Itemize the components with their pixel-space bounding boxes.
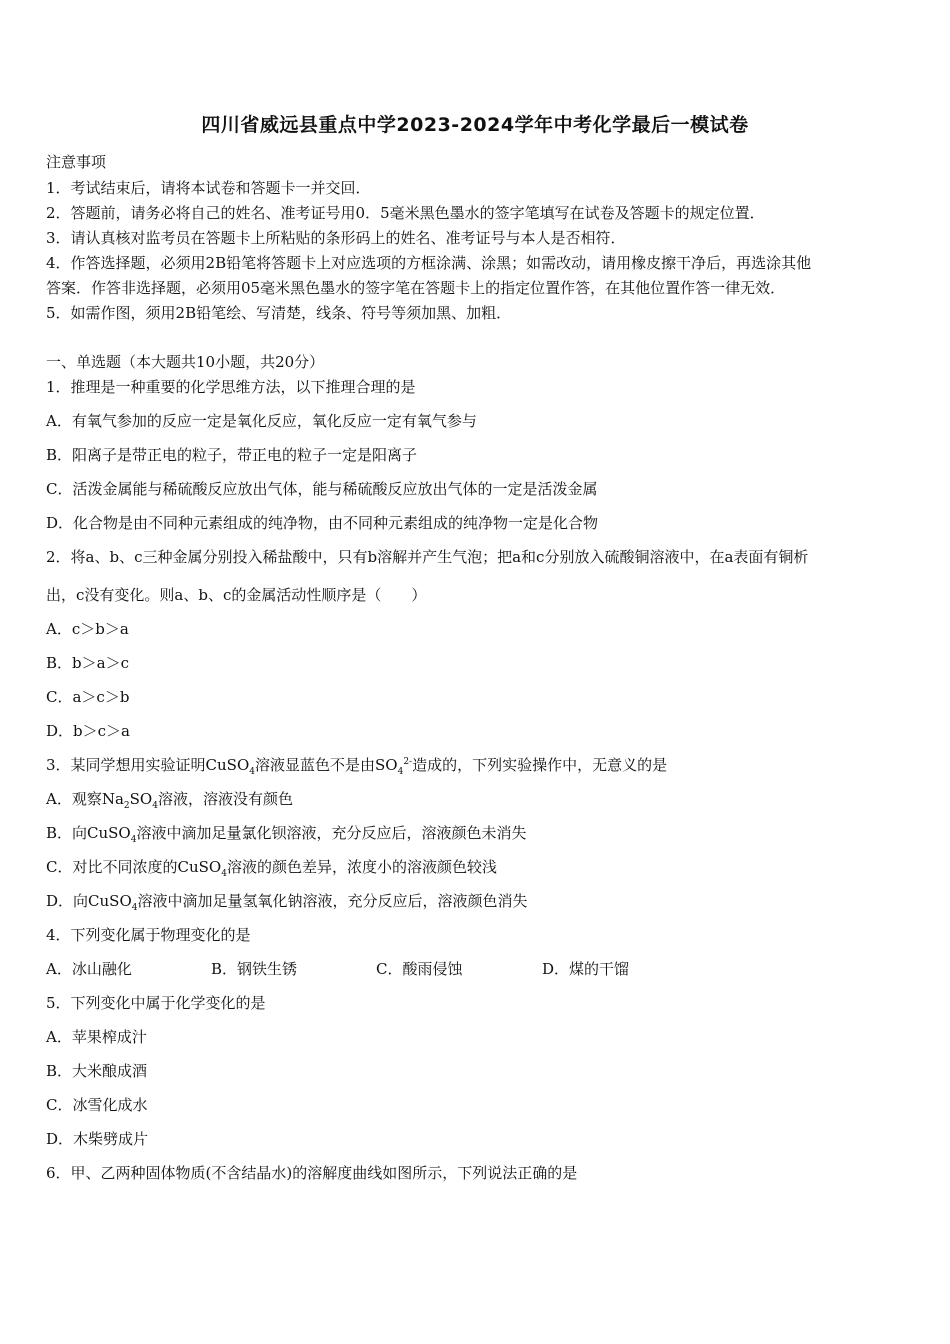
q3-stem-sub2: 4 bbox=[397, 767, 404, 777]
notice-item: 答案．作答非选择题，必须用05毫米黑色墨水的签字笔在答题卡上的指定位置作答，在其他位置作答一律无效． bbox=[46, 279, 786, 297]
q3-b-sub: 4 bbox=[130, 835, 137, 845]
question-5-option-c: C．冰雪化成水 bbox=[46, 1096, 148, 1114]
question-6-stem: 6．甲、乙两种固体物质(不含结晶水)的溶解度曲线如图所示，下列说法正确的是 bbox=[46, 1164, 578, 1182]
question-5-option-d: D．木柴劈成片 bbox=[46, 1130, 149, 1148]
q3-a-pre: A．观察Na bbox=[46, 790, 124, 808]
notice-heading: 注意事项 bbox=[46, 153, 107, 171]
question-3-option-c bbox=[46, 856, 497, 879]
q3-stem-post: 造成的，下列实验操作中，无意义的是 bbox=[412, 756, 668, 774]
exam-title: 四川省威远县重点中学2023-2024学年中考化学最后一模试卷 bbox=[201, 114, 749, 136]
question-2-option-a: A．c＞b＞a bbox=[46, 620, 129, 638]
question-5-option-b: B．大米酿成酒 bbox=[46, 1062, 148, 1080]
question-4-option-c: C．酸雨侵蚀 bbox=[376, 960, 463, 978]
q3-d-sub: 4 bbox=[131, 903, 138, 913]
notice-item: 2．答题前，请务必将自己的姓名、准考证号用0．5毫米黑色墨水的签字笔填写在试卷及答题卡的规定位置． bbox=[46, 204, 765, 222]
q3-d-post: 溶液中滴加足量氢氧化钠溶液，充分反应后，溶液颜色消失 bbox=[137, 892, 528, 910]
question-1-option-a: A．有氧气参加的反应一定是氧化反应，氧化反应一定有氧气参与 bbox=[46, 412, 477, 430]
question-4-option-d: D．煤的干馏 bbox=[542, 960, 630, 978]
question-2-stem-line1: 2．将a、b、c三种金属分别投入稀盐酸中，只有b溶解并产生气泡；把a和c分别放入硫酸铜溶液中，在a表面有铜析 bbox=[46, 548, 809, 566]
question-4-option-a: A．冰山融化 bbox=[46, 960, 132, 978]
q3-a-mid: SO bbox=[129, 790, 153, 808]
q3-b-pre: B．向CuSO bbox=[46, 824, 131, 842]
q3-c-post: 溶液的颜色差异，浓度小的溶液颜色较浅 bbox=[226, 858, 497, 876]
question-3-option-a bbox=[46, 788, 293, 811]
q3-a-sub2: 4 bbox=[152, 801, 158, 811]
q3-a-sub1: 2 bbox=[123, 801, 130, 811]
notice-item: 1．考试结束后，请将本试卷和答题卡一并交回． bbox=[46, 179, 371, 197]
question-2-option-b: B．b＞a＞c bbox=[46, 654, 129, 672]
question-5-option-a: A．苹果榨成汁 bbox=[46, 1028, 147, 1046]
question-1-stem: 1．推理是一种重要的化学思维方法，以下推理合理的是 bbox=[46, 378, 416, 396]
question-1-option-c: C．活泼金属能与稀硫酸反应放出气体，能与稀硫酸反应放出气体的一定是活泼金属 bbox=[46, 480, 598, 498]
question-3-option-b bbox=[46, 822, 526, 845]
q3-c-pre: C．对比不同浓度的CuSO bbox=[46, 858, 222, 876]
q3-stem-mid: 溶液显蓝色不是由SO bbox=[255, 756, 398, 774]
q3-b-post: 溶液中滴加足量氯化钡溶液，充分反应后，溶液颜色未消失 bbox=[136, 824, 527, 842]
question-2-option-d: D．b＞c＞a bbox=[46, 722, 130, 740]
section-heading: 一、单选题（本大题共10小题，共20分） bbox=[46, 353, 325, 371]
question-2-stem-line2: 出，c没有变化。则a、b、c的金属活动性顺序是（ ） bbox=[46, 586, 427, 604]
q3-c-sub: 4 bbox=[221, 869, 227, 879]
question-4-option-b: B．钢铁生锈 bbox=[211, 960, 298, 978]
question-3-stem bbox=[46, 754, 667, 777]
q3-stem-sub1: 4 bbox=[249, 767, 255, 777]
question-3-option-d bbox=[46, 890, 528, 913]
question-5-stem: 5．下列变化中属于化学变化的是 bbox=[46, 994, 266, 1012]
question-1-option-d: D．化合物是由不同种元素组成的纯净物，由不同种元素组成的纯净物一定是化合物 bbox=[46, 514, 599, 532]
question-1-option-b: B．阳离子是带正电的粒子，带正电的粒子一定是阳离子 bbox=[46, 446, 418, 464]
q3-a-post: 溶液，溶液没有颜色 bbox=[157, 790, 293, 808]
notice-item: 5．如需作图，须用2B铅笔绘、写清楚，线条、符号等须加黑、加粗． bbox=[46, 304, 512, 322]
q3-stem-pre: 3．某同学想用实验证明CuSO bbox=[46, 756, 250, 774]
notice-item: 3．请认真核对监考员在答题卡上所粘贴的条形码上的姓名、准考证号与本人是否相符． bbox=[46, 229, 626, 247]
q3-stem-sup: 2- bbox=[403, 757, 413, 767]
question-4-stem: 4．下列变化属于物理变化的是 bbox=[46, 926, 251, 944]
q3-d-pre: D．向CuSO bbox=[46, 892, 132, 910]
question-2-option-c: C．a＞c＞b bbox=[46, 688, 130, 706]
notice-item: 4．作答选择题，必须用2B铅笔将答题卡上对应选项的方框涂满、涂黑；如需改动，请用橡皮擦干净后，再选涂其他 bbox=[46, 254, 812, 272]
